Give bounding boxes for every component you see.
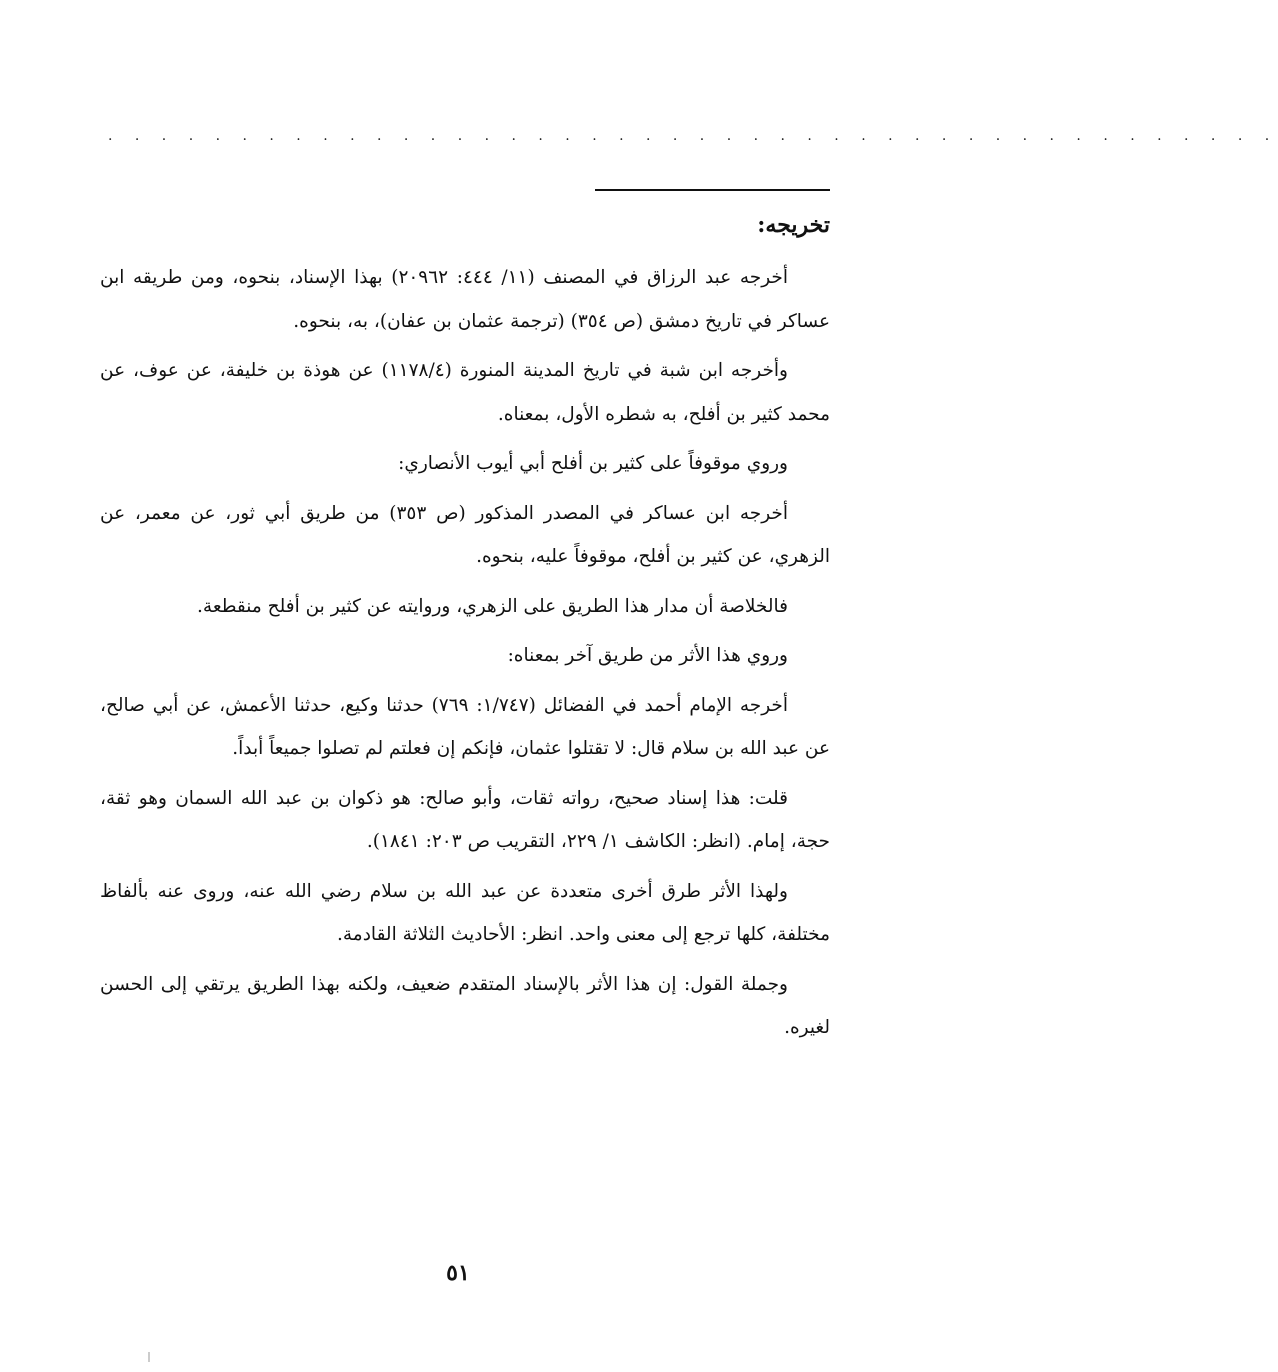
paragraph: وروي هذا الأثر من طريق آخر بمعناه:	[507, 645, 788, 666]
paragraph: وأخرجه ابن شبة في تاريخ المدينة المنورة (١١٧٨/٤) عن هوذة بن خليفة، عن عوف، عن محمد كثير بن أفلح، به شطره الأول، بمعناه.	[100, 360, 830, 425]
paragraph: وروي موقوفاً على كثير بن أفلح أبي أيوب الأنصاري:	[398, 453, 788, 474]
paragraph: فالخلاصة أن مدار هذا الطريق على الزهري، وروايته عن كثير بن أفلح منقطعة.	[197, 595, 788, 617]
paragraph: أخرجه الإمام أحمد في الفضائل (١/٧٤٧: ٧٦٩) حدثنا وكيع، حدثنا الأعمش، عن أبي صالح، عن عبد الله بن سلام قال: لا تقتلوا عثمان، فإنكم إن فعلتم لم تصلوا جميعاً أبداً.	[100, 694, 830, 759]
paragraph: قلت: هذا إسناد صحيح، رواته ثقات، وأبو صالح: هو ذكوان بن عبد الله السمان وهو ثقة، حجة، إمام. (انظر: الكاشف ١/ ٢٢٩، التقريب ص ٢٠٣: ١٨٤١).	[100, 787, 830, 852]
heading-rule	[595, 189, 830, 191]
body-text	[100, 256, 830, 1056]
section-heading: تخريجه:	[757, 212, 830, 238]
paragraph: أخرجه ابن عساكر في المصدر المذكور (ص ٣٥٣) من طريق أبي ثور، عن معمر، عن الزهري، عن كثير بن أفلح، موقوفاً عليه، بنحوه.	[100, 502, 830, 567]
scan-mark	[148, 1352, 150, 1362]
paragraph: وجملة القول: إن هذا الأثر بالإسناد المتقدم ضعيف، ولكنه بهذا الطريق يرتقي إلى الحسن لغيره.	[100, 973, 830, 1038]
page-number: ٥١	[446, 1260, 470, 1286]
paragraph: أخرجه عبد الرزاق في المصنف (١١/ ٤٤٤: ٢٠٩٦٢) بهذا الإسناد، بنحوه، ومن طريقه ابن عساكر في تاريخ دمشق (ص ٣٥٤) (ترجمة عثمان بن عفان)، به، بنحوه.	[100, 267, 830, 332]
footnote-separator-dots: . . . . . . . . . . . . . . . . . . . . . . . . . . . . . . . . . . . . . . . . . . . .	[108, 128, 1278, 144]
paragraph: ولهذا الأثر طرق أخرى متعددة عن عبد الله بن سلام رضي الله عنه، وروى عنه بألفاظ مختلفة، كلها ترجع إلى معنى واحد. انظر: الأحاديث الثلاثة القادمة.	[100, 880, 830, 945]
